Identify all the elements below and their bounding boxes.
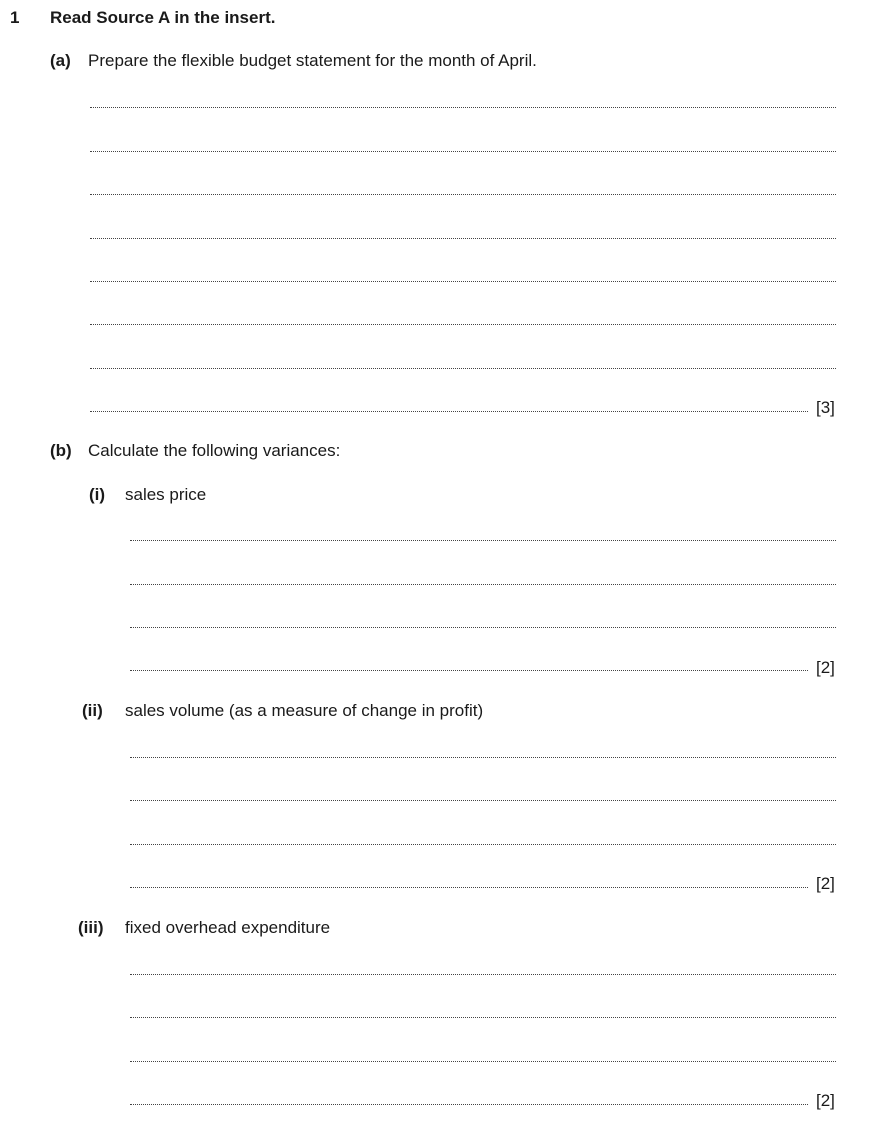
answer-line[interactable] <box>130 887 808 888</box>
part-b-iii-label: (iii) <box>78 918 104 937</box>
answer-line[interactable] <box>90 324 836 325</box>
question-instruction: Read Source A in the insert. <box>50 8 276 27</box>
answer-line[interactable] <box>130 627 836 628</box>
part-b-label: (b) <box>50 441 72 460</box>
answer-line[interactable] <box>130 1104 808 1105</box>
answer-line[interactable] <box>130 670 808 671</box>
answer-line[interactable] <box>130 540 836 541</box>
answer-line[interactable] <box>90 281 836 282</box>
answer-line[interactable] <box>130 757 836 758</box>
answer-line[interactable] <box>90 151 836 152</box>
answer-line[interactable] <box>130 844 836 845</box>
answer-line[interactable] <box>90 368 836 369</box>
answer-line[interactable] <box>130 800 836 801</box>
answer-line[interactable] <box>130 584 836 585</box>
part-a-text: Prepare the flexible budget statement for the month of April. <box>88 51 537 70</box>
part-b-i-text: sales price <box>125 485 207 504</box>
part-b-text: Calculate the following variances: <box>88 441 341 460</box>
answer-line[interactable] <box>90 411 808 412</box>
part-b-i-marks: [2] <box>816 658 835 677</box>
part-b-ii-marks: [2] <box>816 874 835 893</box>
part-b-i-label: (i) <box>89 485 106 504</box>
part-a-marks: [3] <box>816 398 835 417</box>
answer-line[interactable] <box>90 238 836 239</box>
part-a-label: (a) <box>50 51 71 70</box>
part-b-ii-text: sales volume (as a measure of change in profit) <box>125 701 484 720</box>
part-b-ii-label: (ii) <box>82 701 103 720</box>
part-b-iii-marks: [2] <box>816 1091 835 1110</box>
answer-line[interactable] <box>90 107 836 108</box>
question-number: 1 <box>10 8 20 27</box>
part-b-iii-text: fixed overhead expenditure <box>125 918 331 937</box>
answer-line[interactable] <box>130 1017 836 1018</box>
answer-line[interactable] <box>130 1061 836 1062</box>
answer-line[interactable] <box>130 974 836 975</box>
answer-line[interactable] <box>90 194 836 195</box>
